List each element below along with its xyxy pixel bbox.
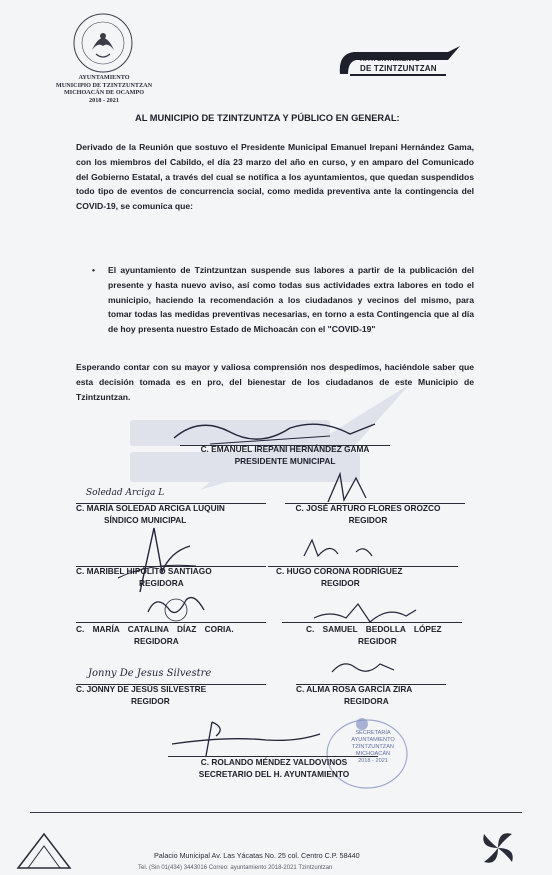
signatory-zira xyxy=(296,684,412,707)
signature-scrawl-corona xyxy=(300,534,380,564)
pinwheel-logo-icon xyxy=(478,828,518,868)
seal-line: MUNICIPIO DE TZINTZUNTZAN xyxy=(55,81,153,89)
footer-contact: Tel. (Sin 01(434) 3443016 Correo: ayuntamiento 2018-2021 Tzintzuntzan xyxy=(138,865,333,871)
signature-scrawl-diaz xyxy=(142,590,210,626)
signatory-name: C. MARÍA SOLEDAD ARCIGA LUQUIN xyxy=(76,503,225,513)
signatory-name: C. ROLANDO MÉNDEZ VALDOVINOS xyxy=(200,757,348,767)
signatory-role: REGIDORA xyxy=(344,695,389,706)
signatory-sindico xyxy=(76,503,225,526)
signature-scrawl-zira xyxy=(328,656,398,678)
national-seal-icon xyxy=(72,12,134,74)
signatory-name: C. MARÍA CATALINA DÍAZ CORIA. xyxy=(76,624,234,634)
signatory-bedolla xyxy=(306,624,442,647)
stamp-line: MICHOACÁN xyxy=(355,751,391,757)
signatory-role: SECRETARIO DEL H. AYUNTAMIENTO xyxy=(198,768,350,779)
stamp-line: TZINTZUNTZAN xyxy=(352,744,394,750)
pyramid-emblem-icon xyxy=(14,828,74,872)
signatory-role: REGIDORA xyxy=(139,577,184,588)
signatory-name: C. JONNY DE JESÚS SILVESTRE xyxy=(76,684,207,694)
signatory-name: C. SAMUEL BEDOLLA LÓPEZ xyxy=(306,624,442,634)
document-heading: AL MUNICIPIO DE TZINTZUNTZA Y PÚBLICO EN GENERAL: xyxy=(135,113,400,123)
list-item-text: El ayuntamiento de Tzintzuntzan suspende sus labores a partir de la publicación del presente y hasta nuevo aviso, así como todas sus actividades extra labores en todo el municipio, haciendo la recomendación a los ciudadanos y vecinos del mismo, para tomar todas las medidas preventivas necesarias, en torno a esta Contingencia que al día de hoy presenta nuestro Estado de Michoacán con el "COVID-19" xyxy=(108,265,474,335)
handwritten-signature: Jonny De Jesus Silvestre xyxy=(88,668,212,679)
signatory-secretario xyxy=(164,757,384,780)
signatory-role: REGIDOR xyxy=(321,577,360,588)
announcement-list xyxy=(92,263,474,337)
bullet-icon: • xyxy=(92,265,96,275)
stamp-line: SECRETARÍA xyxy=(355,730,391,736)
signatory-flores xyxy=(282,503,454,526)
signatory-name: C. EMANUEL IREPANI HERNÁNDEZ GAMA xyxy=(200,444,370,454)
signatory-role: PRESIDENTE MUNICIPAL xyxy=(234,455,336,466)
ayuntamiento-logo-icon xyxy=(336,44,460,82)
signatory-role: REGIDOR xyxy=(348,514,388,525)
intro-paragraph: Derivado de la Reunión que sostuvo el Presidente Municipal Emanuel Irepani Hernández Gama, con los miembros del Cabildo, el día 23 marzo del año en curso, y en amparo del Comunicado del Gobierno Estatal, a través del cual se notifica a los ayuntamientos, que quedan suspendidos todo tipo de eventos de concurrencia social, como medida preventiva ante la contingencia del COVID-19, se comunica que: xyxy=(76,142,474,212)
signature-scrawl-secretario xyxy=(166,718,326,758)
seal-line: 2018 - 2021 xyxy=(89,96,119,104)
stamp-line: 2018 - 2021 xyxy=(358,758,388,764)
signatory-role: REGIDOR xyxy=(358,635,397,646)
signature-line xyxy=(76,622,266,623)
signatory-diaz xyxy=(76,624,234,647)
signatory-role: REGIDOR xyxy=(131,695,170,706)
closing-paragraph: Esperando contar con su mayor y valiosa comprensión nos despedimos, haciéndole saber que esta decisión tomada es en pro, del bienestar de los ciudadanos de este Municipio de Tzintzuntzan. xyxy=(76,362,474,402)
signatory-role: REGIDORA xyxy=(134,635,179,646)
signatory-president xyxy=(170,444,400,467)
signatory-name: C. JOSÉ ARTURO FLORES OROZCO xyxy=(295,503,441,513)
seal-caption xyxy=(40,74,168,104)
seal-line: AYUNTAMIENTO xyxy=(78,74,130,81)
logo-title-line2: DE TZINTZUNTZAN xyxy=(360,64,437,73)
footer-address: Palacio Municipal Av. Las Yácatas No. 25 col. Centro C.P. 58440 xyxy=(154,851,360,860)
signatory-name: C. HUGO CORONA RODRÍGUEZ xyxy=(276,566,403,576)
handwritten-signature: Soledad Arciga L xyxy=(86,488,165,498)
signatory-silvestre xyxy=(76,684,206,707)
list-item xyxy=(92,263,474,337)
signatory-name: C. ALMA ROSA GARCÍA ZIRA xyxy=(296,684,413,694)
signatory-name: C. MARIBEL HIPÓLITO SANTIAGO xyxy=(76,566,212,576)
logo-title-line1: H. AYUNTAMIENTO xyxy=(360,56,421,63)
signatory-role: SÍNDICO MUNICIPAL xyxy=(104,514,187,525)
stamp-line: AYUNTAMIENTO xyxy=(351,737,395,743)
signatory-hipolito xyxy=(76,566,212,589)
signatory-corona xyxy=(276,566,402,589)
footer-divider xyxy=(30,812,522,813)
signature-line xyxy=(282,622,462,623)
seal-line: MICHOACÁN DE OCAMPO xyxy=(63,89,145,97)
